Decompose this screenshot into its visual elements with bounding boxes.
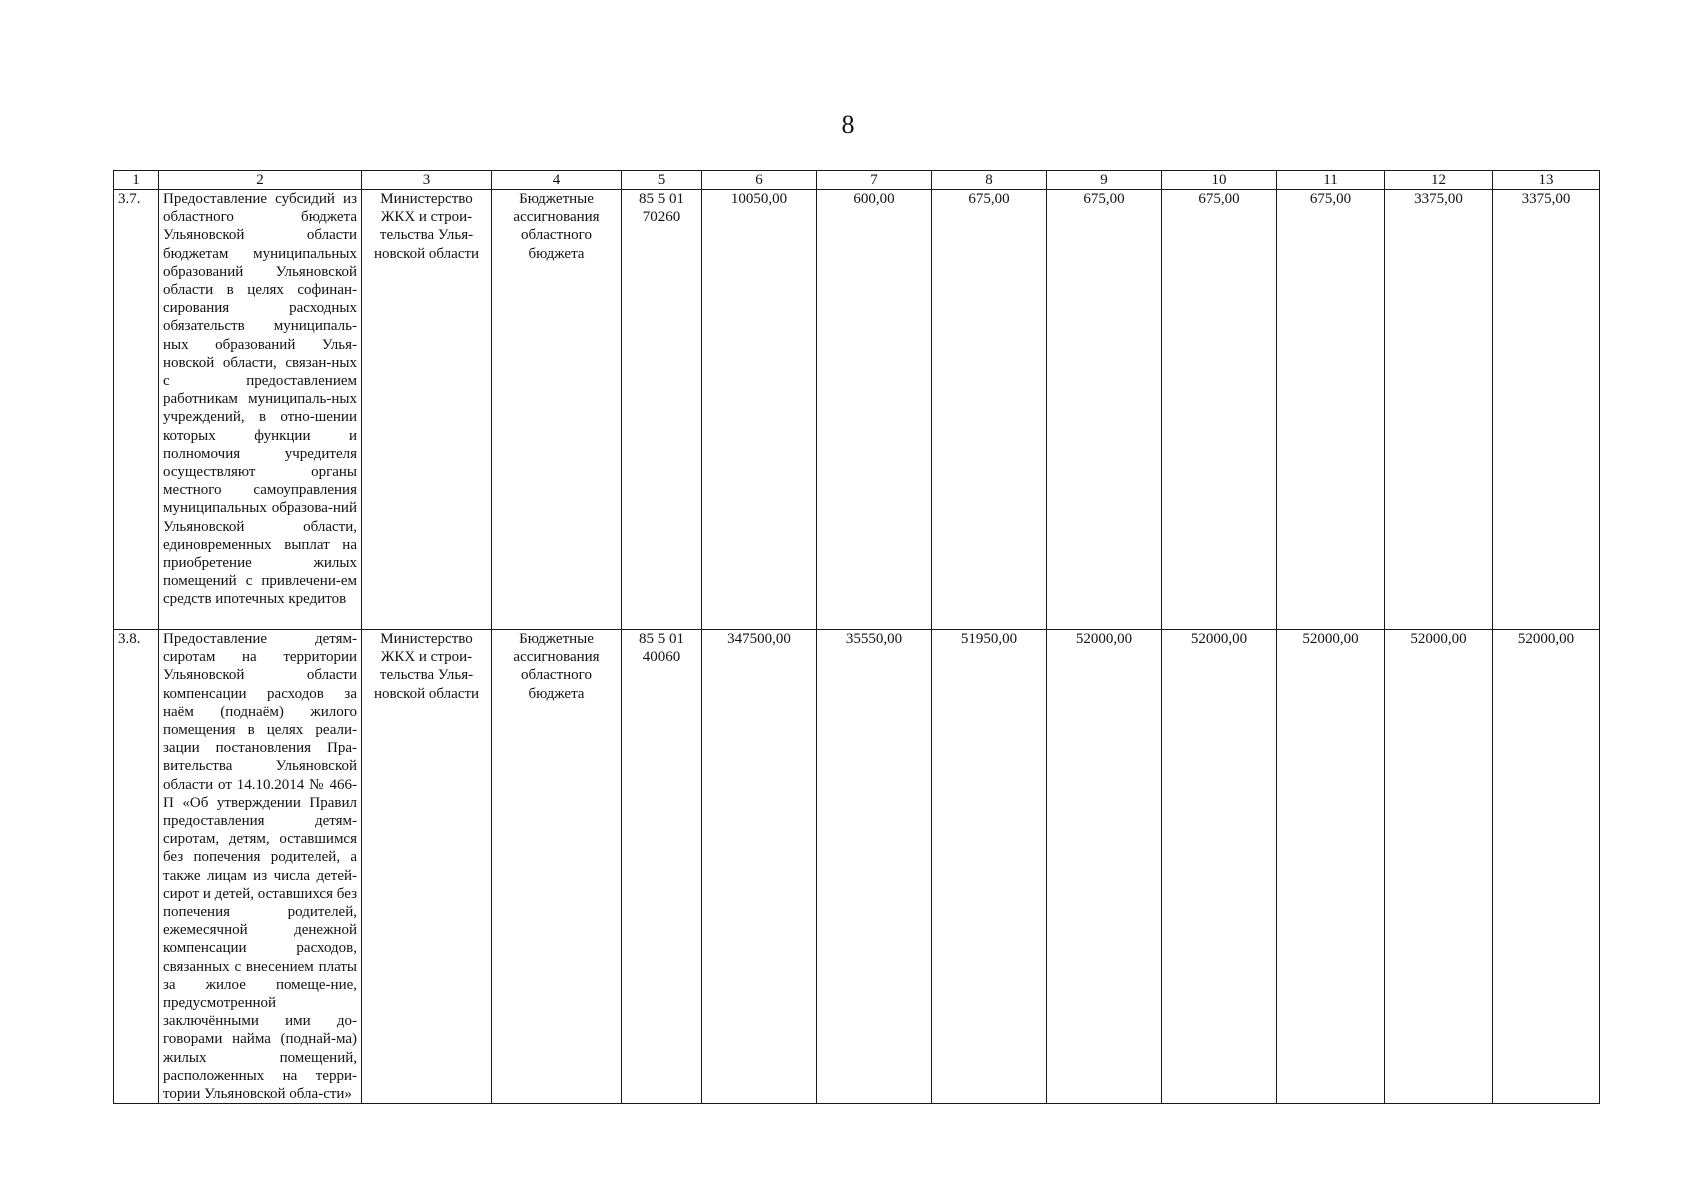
value-year-2: 675,00 <box>932 190 1047 630</box>
funding-source-line: бюджета <box>528 685 585 702</box>
header-col-1: 1 <box>114 171 159 190</box>
funding-source-line: областного <box>521 227 592 244</box>
value-year-7: 3375,00 <box>1493 190 1600 630</box>
executor-line: Министерство <box>380 631 473 647</box>
measure-description: Предоставление субсидий из областного бюджета Ульяновской области бюджетам муниципальных образований Ульяновской области в целях софинан-сирования расходных обязательств муниципаль-ных образований Улья-новской области, связан-ных с предоставлением работникам муниципаль-ных учреждений, в отно-шении которых функции и полномочия учредителя осуществляют органы местного самоуправления муниципальных образова-ний Ульяновской области, единовременных выплат на приобретение жилых помещений с привлечени-ем средств ипотечных кредитов <box>159 190 362 630</box>
value-total: 347500,00 <box>702 630 817 1104</box>
measure-description: Предоставление детям-сиротам на территории Ульяновской области компенсации расходов за наём (поднаём) жилого помещения в целях реали-зации постановления Пра-вительства Ульяновской области от 14.10.2014 № 466-П «Об утверждении Правил предоставления детям-сиротам, детям, оставшимся без попечения родителей, а также лицам из числа детей-сирот и детей, оставшихся без попечения родителей, ежемесячной денежной компенсации расходов, связанных с внесением платы за жилое помеще-ние, предусмотренной заключёнными ими до-говорами найма (поднай-ма) жилых помещений, расположенных на терри-тории Ульяновской обла-сти» <box>159 630 362 1104</box>
row-number: 3.7. <box>114 190 159 630</box>
value-year-3: 52000,00 <box>1047 630 1162 1104</box>
header-col-3: 3 <box>362 171 492 190</box>
value-year-1: 600,00 <box>817 190 932 630</box>
header-col-7: 7 <box>817 171 932 190</box>
header-col-9: 9 <box>1047 171 1162 190</box>
header-col-4: 4 <box>492 171 622 190</box>
table-row-3-8 <box>114 630 1600 1104</box>
row-number: 3.8. <box>114 630 159 1104</box>
executor-line: Министерство <box>380 191 473 207</box>
budget-table <box>113 170 1600 1104</box>
funding-source-line: ассигнования <box>513 209 600 226</box>
budget-code-cell <box>622 630 702 1104</box>
executor-line: ЖКХ и строи- <box>380 209 473 226</box>
header-col-2: 2 <box>159 171 362 190</box>
funding-source-cell <box>492 630 622 1104</box>
value-year-3: 675,00 <box>1047 190 1162 630</box>
value-year-7: 52000,00 <box>1493 630 1600 1104</box>
budget-code-line: 70260 <box>642 209 681 226</box>
executor-cell <box>362 630 492 1104</box>
budget-code-line: 85 5 01 <box>639 631 684 647</box>
header-col-12: 12 <box>1385 171 1493 190</box>
executor-line: ЖКХ и строи- <box>380 649 473 666</box>
executor-line: новской области <box>373 245 480 262</box>
budget-code-line: 85 5 01 <box>639 191 684 207</box>
funding-source-line: бюджета <box>528 245 585 262</box>
value-year-4: 52000,00 <box>1162 630 1277 1104</box>
header-col-13: 13 <box>1493 171 1600 190</box>
value-year-6: 52000,00 <box>1385 630 1493 1104</box>
header-row <box>114 171 1600 190</box>
header-col-11: 11 <box>1277 171 1385 190</box>
value-year-4: 675,00 <box>1162 190 1277 630</box>
funding-source-line: ассигнования <box>513 649 600 666</box>
value-year-6: 3375,00 <box>1385 190 1493 630</box>
table-row-3-7 <box>114 190 1600 630</box>
header-col-5: 5 <box>622 171 702 190</box>
funding-source-line: Бюджетные <box>519 191 594 207</box>
value-year-5: 52000,00 <box>1277 630 1385 1104</box>
budget-code-line: 40060 <box>642 649 681 666</box>
value-year-2: 51950,00 <box>932 630 1047 1104</box>
executor-cell <box>362 190 492 630</box>
header-col-6: 6 <box>702 171 817 190</box>
executor-line: новской области <box>373 685 480 702</box>
executor-line: тельства Улья- <box>379 227 474 244</box>
budget-code-cell <box>622 190 702 630</box>
value-total: 10050,00 <box>702 190 817 630</box>
page-number: 8 <box>841 110 855 139</box>
header-col-8: 8 <box>932 171 1047 190</box>
funding-source-cell <box>492 190 622 630</box>
header-col-10: 10 <box>1162 171 1277 190</box>
executor-line: тельства Улья- <box>379 667 474 684</box>
funding-source-line: областного <box>521 667 592 684</box>
value-year-1: 35550,00 <box>817 630 932 1104</box>
funding-source-line: Бюджетные <box>519 631 594 647</box>
value-year-5: 675,00 <box>1277 190 1385 630</box>
